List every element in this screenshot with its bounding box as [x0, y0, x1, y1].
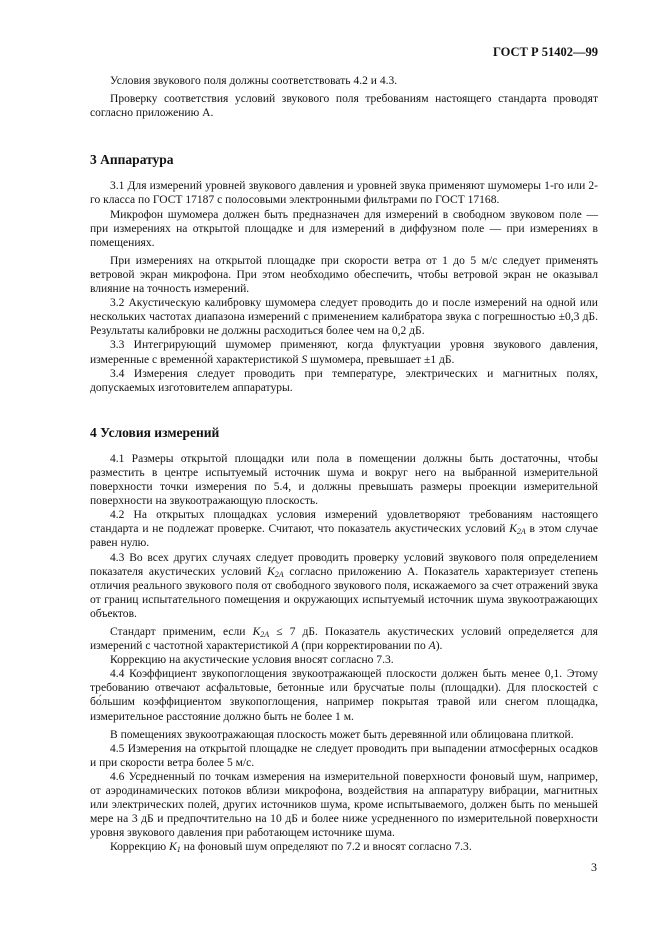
text-segment: Проверку соответствия условий звукового поля требованиям настоящего стандарта проводят согласно приложению А. — [90, 93, 598, 120]
paragraph — [90, 208, 598, 250]
text-segment: 4.6 Усредненный по точкам измерения на измерительной поверхности фоновый шум, например, от аэродинамических потоков вблизи микрофона, воздействия на аппаратуру вибрации, магнитных или электрических полей, других источников шума, кроме испытываемого, должен быть по меньшей мере на 3 дБ и предпочтительно на 10 дБ и более ниже усредненного по измерительной поверхности уровня звукового давления при работающем источнике шума. — [90, 770, 598, 840]
document-body — [90, 74, 598, 855]
text-segment: В помещениях звукоотражающая плоскость может быть деревянной или облицована плиткой. — [110, 728, 574, 741]
math-symbol — [429, 640, 436, 652]
text-segment: ). — [435, 640, 443, 653]
paragraph — [90, 625, 598, 653]
symbol-letter: S — [301, 353, 308, 366]
text-segment: 3.4 Измерения следует проводить при температуре, электрических и магнитных полях, допускаемых изготовителем аппаратуры. — [90, 367, 598, 394]
page-number: 3 — [591, 860, 597, 874]
symbol-letter: A — [291, 640, 299, 653]
math-symbol — [509, 523, 526, 535]
paragraph — [90, 367, 598, 395]
text-segment: 4.2 На открытых площадках условия измерений удовлетворяют требованиям настоящего стандарта и не подлежат проверке. Считают, что показатель акустических условий — [90, 509, 598, 536]
text-segment: 3.3 Интегрирующий шумомер применяют, когда флуктуации уровня звукового давления, измеренные с временно́й характеристикой — [90, 339, 598, 366]
paragraph — [90, 840, 598, 854]
text-segment: Условия звукового поля должны соответствовать 4.2 и 4.3. — [110, 75, 398, 87]
paragraph — [90, 653, 598, 667]
paragraph — [90, 551, 598, 621]
paragraph — [90, 254, 598, 296]
symbol-subscript: 2A — [260, 630, 270, 639]
symbol-letter: A — [428, 640, 436, 653]
paragraph — [90, 338, 598, 366]
text-segment: При измерениях на открытой площадке при скорости ветра от 1 до 5 м/с следует применять ветровой экран микрофона. При этом необходимо обеспечить, чтобы ветровой экран не оказывал влияние на точность измерений. — [90, 254, 598, 296]
math-symbol — [267, 566, 284, 578]
symbol-letter: K — [267, 565, 275, 578]
section-heading — [90, 153, 598, 167]
text-segment: шумомера, превышает ±1 дБ. — [307, 353, 455, 366]
paragraph — [90, 74, 598, 88]
math-symbol — [169, 841, 181, 853]
symbol-subscript: 2A — [516, 527, 526, 537]
paragraph — [90, 92, 598, 120]
document-header-id: ГОСТ Р 51402—99 — [492, 45, 598, 59]
text-segment: согласно приложению А. Показатель характеризует степень отличия реального звукового поля от свободного звукового поля, искажаемого за счет отражений звука от границ испытательного помещения и окружающих испытуемый источник шума звукоотражающих объектов. — [90, 565, 598, 620]
symbol-subscript: 1 — [176, 845, 181, 855]
paragraph — [90, 728, 598, 742]
symbol-letter: K — [252, 626, 261, 638]
symbol-letter: K — [509, 523, 517, 536]
text-segment: 4.5 Измерения на открытой площадке не следует проводить при выпадении атмосферных осадков и при скорости ветра более 5 м/с. — [90, 742, 598, 769]
text-segment: ≤ 7 дБ. Показатель акустических условий определяется для измерений с частотной характеристикой — [90, 626, 598, 653]
symbol-subscript: 2A — [274, 569, 284, 579]
section-heading — [90, 426, 598, 440]
paragraph — [90, 452, 598, 508]
text-segment: (при корректировании по — [298, 640, 429, 653]
paragraph — [90, 179, 598, 207]
text-segment: Стандарт применим, если — [110, 626, 253, 638]
text-segment: 4.4 Коэффициент звукопоглощения звукоотражающей плоскости должен быть менее 0,1. Этому требованию отвечают асфальтовые, бетонные или брусчатые полы (площадки). Для плоскостей с бо́льшим коэффициентом звукопоглощения, например покрытая травой или снегом площадка, измерительное расстояние должно быть не более 1 м. — [90, 668, 598, 723]
paragraph — [90, 770, 598, 840]
text-segment: в этом случае равен нулю. — [90, 523, 598, 550]
paragraph — [90, 508, 598, 550]
paragraph — [90, 667, 598, 723]
text-segment: Коррекцию — [110, 841, 170, 854]
text-segment: на фоновый шум определяют по 7.2 и вносят согласно 7.3. — [180, 841, 472, 854]
paragraph — [90, 742, 598, 770]
text-segment: 4 Условия измерений — [90, 424, 220, 440]
text-segment: 3.1 Для измерений уровней звукового давления и уровней звука применяют шумомеры 1-го или 2-го класса по ГОСТ 17187 с полосовыми электронными фильтрами по ГОСТ 17168. — [90, 180, 598, 207]
text-segment: Микрофон шумомера должен быть предназначен для измерений в свободном звуковом поле — при измерениях на открытой площадке и для измерений в диффузном поле — при измерениях в помещениях. — [90, 208, 598, 249]
math-symbol — [253, 626, 270, 638]
text-segment: 3 Аппаратура — [90, 152, 174, 168]
symbol-letter: K — [169, 841, 177, 854]
text-segment: 3.2 Акустическую калибровку шумомера следует проводить до и после измерений на одной или нескольких частотах диапазона измерений с применением калибратора звука с погрешностью ±0,3 дБ. Результаты калибровки не должны расходиться более чем на 0,2 дБ. — [90, 297, 598, 338]
text-segment: Коррекцию на акустические условия вносят согласно 7.3. — [110, 654, 394, 667]
paragraph — [90, 296, 598, 338]
text-segment: 4.1 Размеры открытой площадки или пола в помещении должны быть достаточны, чтобы разместить в центре испытуемый источник шума и вокруг него на выбранной измерительной поверхности точки измерения по 5.4, и должны превышать размеры проекции измерительной поверхности на звукоотражающую плоскость. — [90, 452, 598, 508]
text-segment: 4.3 Во всех других случаях следует проводить проверку условий звукового поля определением показателя акустических условий — [90, 551, 598, 578]
